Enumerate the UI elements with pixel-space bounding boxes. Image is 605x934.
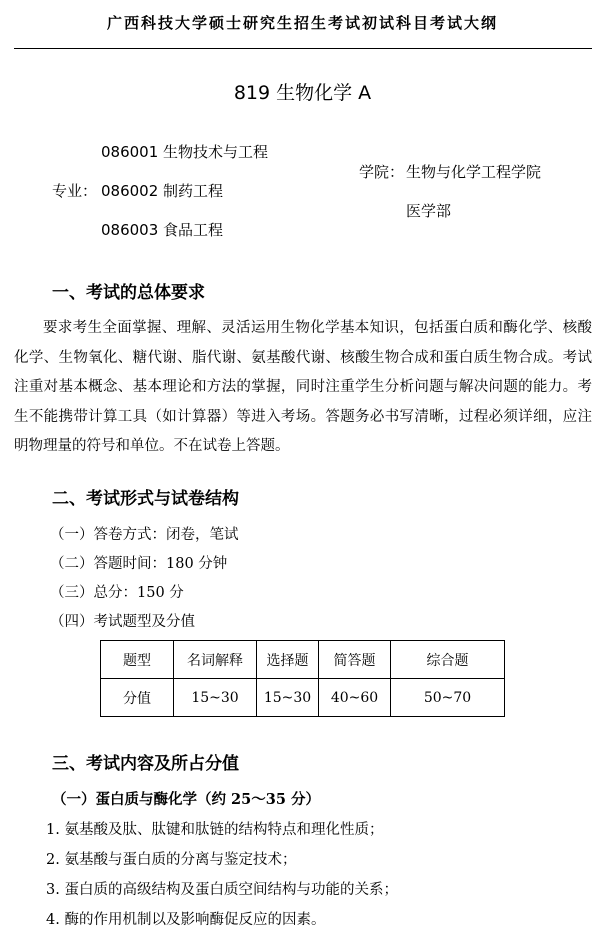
requirements-paragraph: 要求考生全面掌握、理解、灵活运用生物化学基本知识，包括蛋白质和酶化学、核酸化学、生物氧化、糖代谢、脂代谢、氨基酸代谢、核酸生物合成和蛋白质生物合成。考试注重对基本概念、基本理论和方法的掌握，同时注重学生分析问题与解决问题的能力。考生不能携带计算工具（如计算器）等进入考场。答题务必书写清晰，过程必须详细，应注明物理量的符号和单位。不在试卷上答题。	[14, 320, 592, 454]
major-item-1: 086001 生物技术与工程	[101, 143, 269, 161]
college-primary: 生物与化学工程学院	[406, 163, 542, 181]
table-header-row	[101, 641, 505, 679]
section-2-heading: 二、考试形式与试卷结构	[52, 489, 239, 509]
subject-title: 819 生物化学 A	[233, 82, 372, 104]
document-header-title: 广西科技大学硕士研究生招生考试初试科目考试大纲	[106, 14, 498, 32]
exam-total-score-item: （三）总分：150 分	[50, 585, 184, 601]
list-item: 2. 氨基酸与蛋白质的分离与鉴定技术；	[46, 852, 297, 868]
list-item: 4. 酶的作用机制以及影响酶促反应的因素。	[46, 912, 326, 928]
list-item: 3. 蛋白质的高级结构及蛋白质空间结构与功能的关系；	[46, 882, 398, 898]
major-item-3: 086003 食品工程	[101, 221, 224, 239]
section-1-body	[14, 314, 592, 462]
exam-format-item: （一）答卷方式：闭卷，笔试	[50, 527, 239, 543]
table-cell: 题型	[101, 641, 174, 679]
table-row	[101, 679, 505, 717]
table-cell: 15~30	[174, 679, 257, 717]
college-secondary: 医学部	[406, 202, 452, 220]
table-cell: 40~60	[319, 679, 391, 717]
table-cell: 简答题	[319, 641, 391, 679]
table-cell: 15~30	[257, 679, 319, 717]
score-table	[100, 640, 505, 717]
section-1-heading: 一、考试的总体要求	[52, 283, 205, 303]
table-cell: 综合题	[391, 641, 505, 679]
list-item: 1. 氨基酸及肽、肽键和肽链的结构特点和理化性质；	[46, 822, 384, 838]
table-cell: 50~70	[391, 679, 505, 717]
exam-duration-item: （二）答题时间：180 分钟	[50, 556, 228, 572]
major-item-2: 086002 制药工程	[101, 182, 224, 200]
header-divider	[14, 48, 592, 49]
section-3-heading: 三、考试内容及所占分值	[52, 754, 239, 774]
table-cell: 分值	[101, 679, 174, 717]
major-label: 专业：	[52, 182, 98, 200]
section-3-subheading: （一）蛋白质与酶化学（约 25～35 分）	[52, 791, 320, 808]
college-label: 学院：	[359, 163, 405, 181]
table-cell: 选择题	[257, 641, 319, 679]
table-cell: 名词解释	[174, 641, 257, 679]
question-types-item: （四）考试题型及分值	[50, 614, 195, 630]
